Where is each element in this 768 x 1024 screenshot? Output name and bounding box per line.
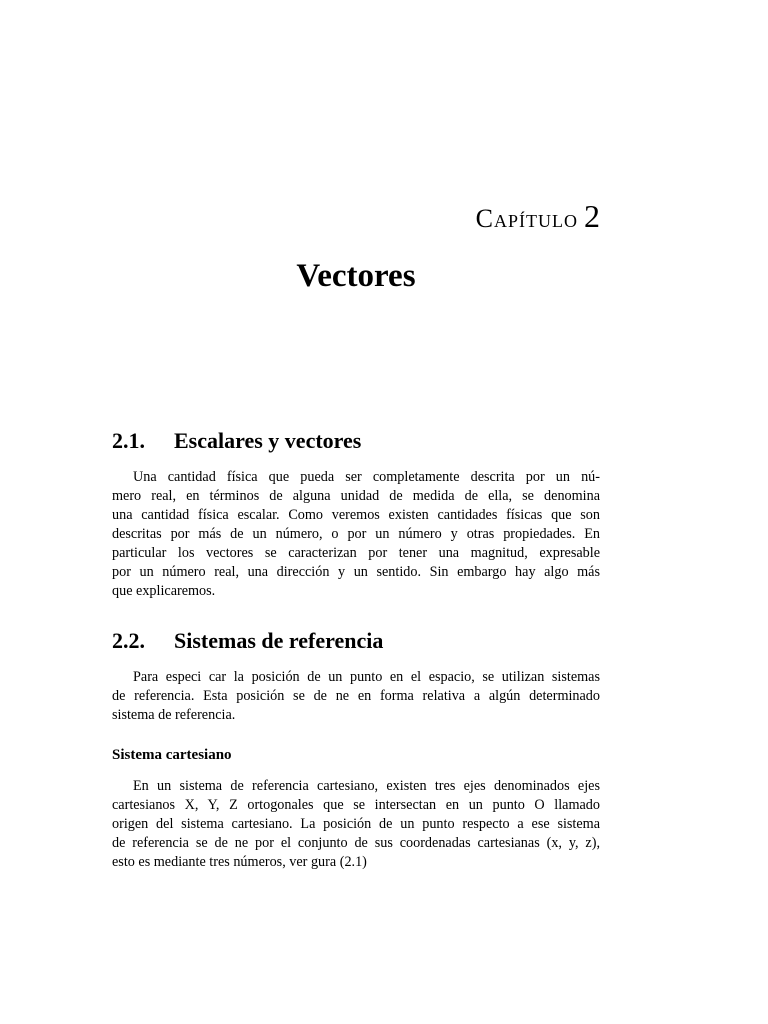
paragraph-line: En un sistema de referencia cartesiano, existen tres ejes denominados ejes	[133, 778, 600, 794]
chapter-title: Vectores	[296, 258, 416, 294]
section-number: 2.2.	[112, 628, 145, 653]
paragraph-line: sistema de referencia.	[112, 707, 236, 723]
section-title: Sistemas de referencia	[174, 628, 384, 653]
chapter-word: Capítulo	[475, 204, 578, 233]
chapter-number: 2	[584, 198, 600, 234]
section-title: Escalares y vectores	[174, 428, 362, 453]
paragraph-line: origen del sistema cartesiano. La posición de un punto respecto a ese sistema	[112, 816, 600, 832]
paragraph-line: esto es mediante tres números, ver gura (2.1)	[112, 854, 367, 870]
paragraph-line: por un número real, una dirección y un sentido. Sin embargo hay algo más	[112, 564, 600, 580]
subsection-heading: Sistema cartesiano	[112, 747, 232, 763]
paragraph-line: de referencia. Esta posición se de ne en forma relativa a algún determinado	[112, 688, 600, 704]
paragraph-cartesiano	[112, 777, 600, 872]
paragraph-line: mero real, en términos de alguna unidad de medida de ella, se denomina	[112, 488, 600, 504]
paragraph-line: particular los vectores se caracterizan por tener una magnitud, expresable	[112, 545, 600, 561]
paragraph-line: Una cantidad física que pueda ser completamente descrita por un nú-	[133, 469, 600, 485]
paragraph-line: una cantidad física escalar. Como veremos existen cantidades físicas que son	[112, 507, 600, 523]
section-heading-sistemas	[112, 628, 600, 654]
paragraph-line: de referencia se de ne por el conjunto de sus coordenadas cartesianas (x, y, z),	[112, 835, 600, 851]
section-heading-escalares	[112, 428, 600, 454]
paragraph-escalares	[112, 468, 600, 601]
section-number: 2.1.	[112, 428, 145, 453]
paragraph-line: cartesianos X, Y, Z ortogonales que se intersectan en un punto O llamado	[112, 797, 600, 813]
paragraph-line: Para especi car la posición de un punto en el espacio, se utilizan sistemas	[133, 669, 600, 685]
paragraph-sistemas	[112, 668, 600, 725]
paragraph-line: descritas por más de un número, o por un número y otras propiedades. En	[112, 526, 600, 542]
chapter-label	[400, 198, 600, 235]
paragraph-line: que explicaremos.	[112, 583, 216, 599]
